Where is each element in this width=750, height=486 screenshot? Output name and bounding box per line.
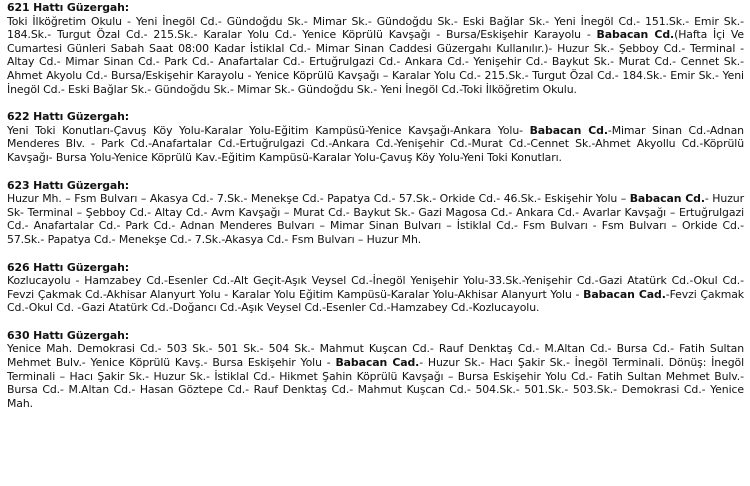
route-text: - Huzur Sk- Terminal – Şebboy Cd.- Altay Cd.- Avm Kavşağı – Murat Cd.- Baykut Sk.- Gazi Magosa Cd.- Ankara Cd.- Avarlar Kavşağı – Ertuğrulgazi Cd.- Anafartalar Cd.- Park Cd.- Adnan Menderes Bulvarı – Mimar Sinan Bulvarı – İstiklal Cd.- Fsm Bulvarı - Fsm Bulvarı – Orkide Cd.- 57.Sk.- Papatya Cd.- Menekşe Cd.- 7.Sk.-Akasya Cd.- Fsm Bulvarı – Huzur Mh. [7,192,744,246]
route-622 [7,110,744,164]
route-highlight: Babacan Cad. [335,356,420,370]
route-highlight: Babacan Cd. [529,123,608,137]
route-description [7,124,744,165]
route-text: Yenice Mah. Demokrasi Cd.- 503 Sk.- 501 Sk.- 504 Sk.- Mahmut Kuşcan Cd.- Rauf Denktaş Cd.- M.Altan Cd.- Bursa Cd.- Fatih Sultan Mehmet Bulv.- Yenice Köprülü Kavş.- Bursa Eskişehir Yolu - [7,342,744,370]
route-highlight: Babacan Cd. [629,192,705,206]
route-title: 626 Hattı Güzergah: [7,260,130,274]
route-text: Yeni Toki Konutları-Çavuş Köy Yolu-Karalar Yolu-Eğitim Kampüsü-Yenice Kavşağı-Ankara Yolu- [7,123,530,137]
route-text: -Fevzi Çakmak Cd.-Okul Cd. -Gazi Atatürk Cd.-Doğancı Cd.-Aşık Veysel Cd.-Esenler Cd.-Hamzabey Cd.-Kozlucayolu. [7,287,745,315]
route-title: 630 Hattı Güzergah: [7,328,130,342]
route-text: Kozlucayolu - Hamzabey Cd.-Esenler Cd.-Alt Geçit-Aşık Veysel Cd.-İnegöl Yenişehir Yolu-33.Sk.-Yenişehir Cd.-Gazi Atatürk Cd.-Okul Cd.-Fevzi Çakmak Cd.-Akhisar Alanyurt Yolu - Karalar Yolu Eğitim Kampüsü-Karalar Yolu-Akhisar Alanyurt Yolu - [7,274,744,301]
route-highlight: Babacan Cad. [583,287,666,301]
route-description [7,274,744,315]
route-description [7,342,744,410]
route-626 [7,261,744,315]
route-text: - Huzur Sk.- Hacı Şakir Sk.- İnegöl Terminali. Dönüş: İnegöl Terminali – Hacı Şakir Sk.- Huzur Sk.- İstiklal Cd.- Hikmet Şahin Köprülü Kavşağı – Bursa Eskişehir Yolu Cd.- Fatih Sultan Mehmet Bulv.- Bursa Cd.- M.Altan Cd.- Hasan Göztepe Cd.- Rauf Denktaş Cd.- Mahmut Kuşcan Cd.- 504.Sk.- 501.Sk.- 503.Sk.- Demokrasi Cd.- Yenice Mah. [7,356,744,410]
route-text: (Hafta İçi Ve Cumartesi Günleri Sabah Saat 08:00 Kadar İstiklal Cd.- Mimar Sinan Caddesi Güzergahı Kullanılır.)- Huzur Sk.- Şebboy Cd.- Terminal - Altay Cd.- Mimar Sinan Cd.- Park Cd.- Anafartalar Cd.- Ertuğrulgazi Cd.- Ankara Cd.- Yenişehir Cd.- Baykut Sk.- Murat Cd.- Cennet Sk.- Ahmet Akyolu Cd.- Bursa/Eskişehir Karayolu - Yenice Köprülü Kavşağı – Karalar Yolu Cd.- 215.Sk.- Turgut Özal Cd.- 184.Sk.- Emir Sk.- Yeni İnegöl Cd.- Eski Bağlar Sk.- Gündoğdu Sk.- Mimar Sk.- Gündoğdu Sk.- Yeni İnegöl Cd.-Toki İlköğretim Okulu. [7,28,744,96]
route-text: Huzur Mh. – Fsm Bulvarı – Akasya Cd.- 7.Sk.- Menekşe Cd.- Papatya Cd.- 57.Sk.- Orkide Cd.- 46.Sk.- Eskişehir Yolu – [7,192,630,206]
route-description [7,192,744,246]
route-text: Toki İlköğretim Okulu - Yeni İnegöl Cd.- Gündoğdu Sk.- Mimar Sk.- Gündoğdu Sk.- Eski Bağlar Sk.- Yeni İnegöl Cd.- 151.Sk.- Emir Sk.- 184.Sk.- Turgut Özal Cd.- 215.Sk.- Karalar Yolu Cd.- Yenice Köprülü Kavşağı - Bursa/Eskişehir Karayolu - [7,14,744,42]
route-title: 622 Hattı Güzergah: [7,110,130,124]
route-description [7,15,744,97]
route-title: 621 Hattı Güzergah: [7,1,130,14]
route-623 [7,179,744,247]
route-630 [7,329,744,411]
route-title: 623 Hattı Güzergah: [7,178,130,192]
route-text: -Mimar Sinan Cd.-Adnan Menderes Blv. - Park Cd.-Anafartalar Cd.-Ertuğrulgazi Cd.-Ankara Cd.-Yenişehir Cd.-Murat Cd.-Cennet Sk.-Ahmet Akyollu Cd.-Köprülü Kavşağı- Bursa Yolu-Yenice Köprülü Kav.-Eğitim Kampüsü-Karalar Yolu-Çavuş Köy Yolu-Yeni Toki Konutları. [7,123,744,164]
route-highlight: Babacan Cd. [596,28,675,42]
route-621 [7,1,744,96]
